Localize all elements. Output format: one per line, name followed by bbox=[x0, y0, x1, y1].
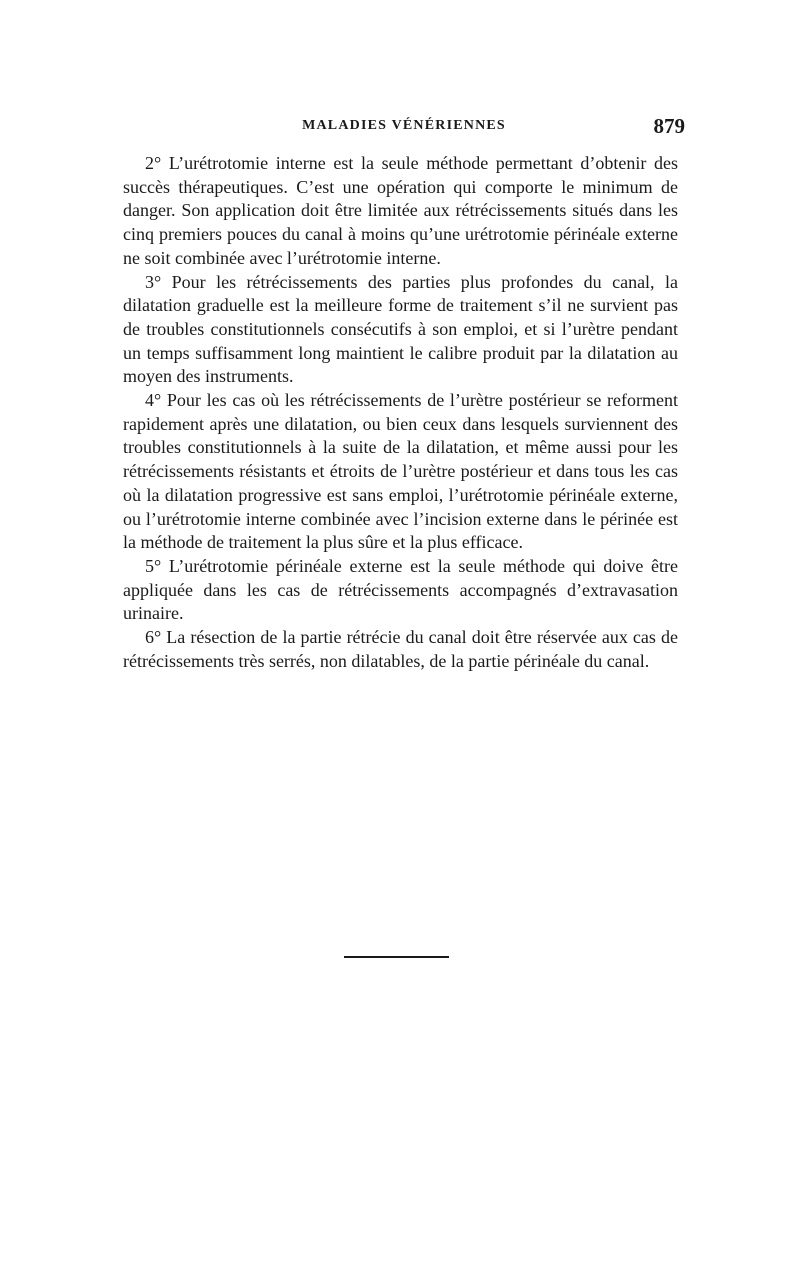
paragraph-5: 5° L’urétrotomie périnéale externe est la seule méthode qui doive être appliquée dans les cas de rétrécissements accompagnés d’extravasation urinaire. bbox=[123, 555, 678, 624]
paragraph-3: 3° Pour les rétrécissements des parties plus profondes du canal, la dilatation graduelle est la meilleure forme de traitement s’il ne survient pas de troubles constitutionnels consécutifs à son emploi, et si l’urètre pendant un temps suffisamment long maintient le calibre produit par la dilatation au moyen des instruments. bbox=[123, 271, 678, 387]
page-number: 879 bbox=[653, 114, 685, 138]
running-title: MALADIES VÉNÉRIENNES bbox=[302, 118, 506, 133]
body-text bbox=[123, 152, 678, 673]
paragraph-4: 4° Pour les cas où les rétrécissements de l’urètre postérieur se reforment rapidement après une dilatation, ou bien ceux dans lesquels surviennent des troubles constitutionnels à la suite de la dilatation, et même aussi pour les rétrécissements résistants et étroits de l’urètre postérieur et dans tous les cas où la dilatation progressive est sans emploi, l’urétrotomie périnéale externe, ou l’urétrotomie interne combinée avec l’incision externe dans le périnée est la méthode de traitement la plus sûre et la plus efficace. bbox=[123, 390, 678, 553]
running-head bbox=[123, 114, 685, 140]
paragraph-2: 2° L’urétrotomie interne est la seule méthode permettant d’obtenir des succès thérapeutiques. C’est une opération qui comporte le minimum de danger. Son application doit être limitée aux rétrécissements situés dans les cinq premiers pouces du canal à moins qu’une urétrotomie périnéale externe ne soit combinée avec l’urétrotomie interne. bbox=[123, 153, 678, 268]
paragraph-6: 6° La résection de la partie rétrécie du canal doit être réservée aux cas de rétrécissements très serrés, non dilatables, de la partie périnéale du canal. bbox=[123, 627, 678, 671]
section-end-rule bbox=[344, 956, 449, 958]
